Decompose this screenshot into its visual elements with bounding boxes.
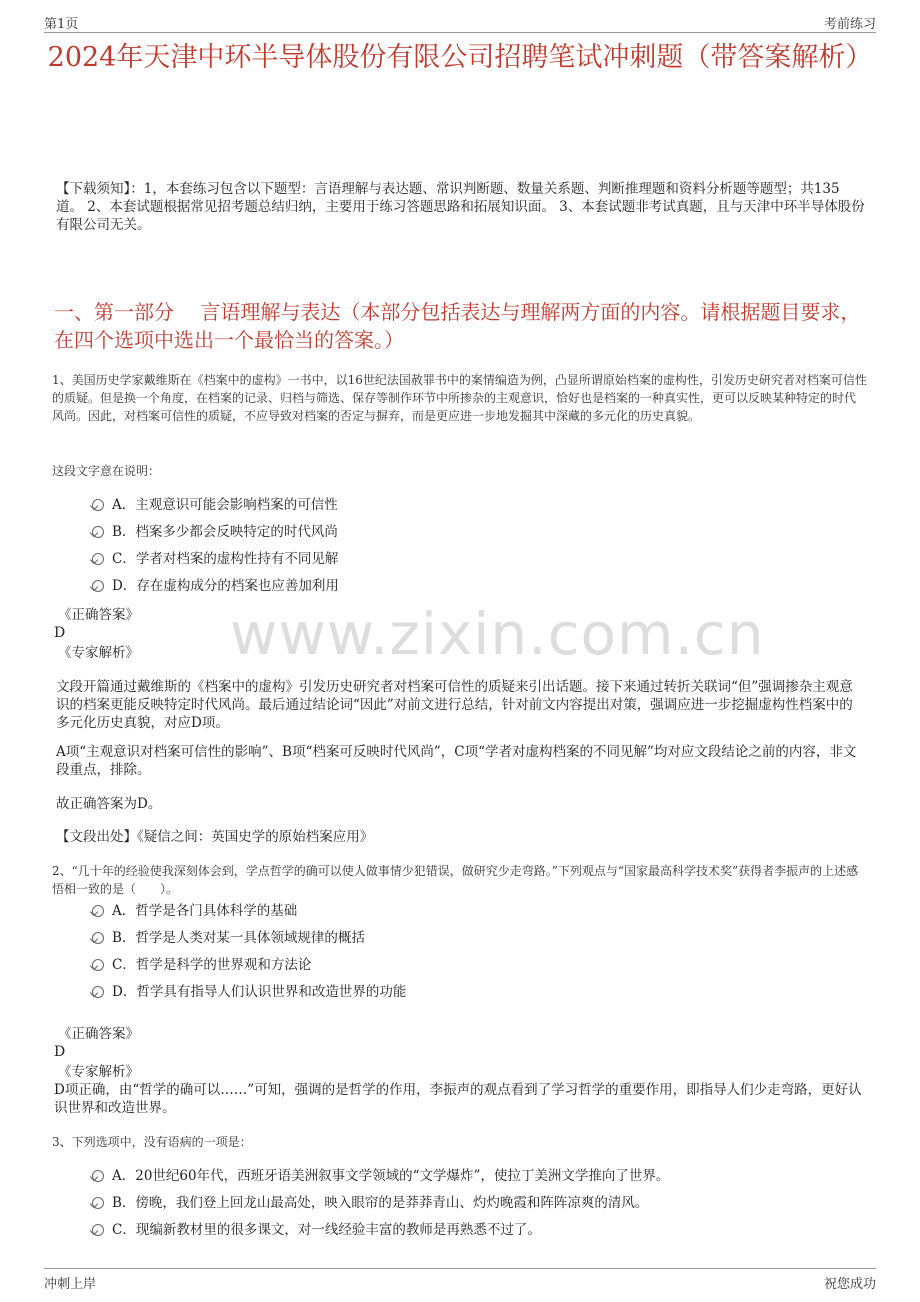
download-notice: 【下载须知】：1，本套练习包含以下题型：言语理解与表达题、常识判断题、数量关系题、判断推理题和资料分析题等题型；共135道。 2、本套试题根据常见招考题总结归纳，主要用于练习答题思路和拓展知识面。 3、本套试题非考试真题，且与天津中环半导体股份有限公司无关。 — [56, 181, 865, 233]
page-number: 第1页 — [44, 17, 79, 32]
radio-icon[interactable] — [92, 932, 104, 944]
question-1-analysis-1: 文段开篇通过戴维斯的《档案中的虚构》引发历史研究者对档案可信性的质疑来引出话题。接下来通过转折关联词“但”强调掺杂主观意识的档案更能反映特定时代风尚。最后通过结论词“因此”对前文进行总结，针对前文内容提出对策，强调应进一步挖掘虚构性档案中的多元化历史真貌，对应D项。 — [56, 679, 853, 731]
radio-icon[interactable] — [92, 986, 104, 998]
footer-left: 冲刺上岸 — [44, 1277, 97, 1292]
question-1-source: 【文段出处】《疑信之间：英国史学的原始档案应用》 — [56, 829, 374, 845]
radio-icon[interactable] — [92, 553, 104, 565]
question-1-analysis-label: 《专家解析》 — [58, 645, 139, 661]
footer-right: 祝您成功 — [823, 1277, 876, 1292]
radio-icon[interactable] — [92, 1170, 104, 1182]
radio-icon[interactable] — [92, 959, 104, 971]
question-3-option-c[interactable]: C．现编新教材里的很多课文，对一线经验丰富的教师是再熟悉不过了。 — [92, 1220, 541, 1240]
page-header — [44, 10, 876, 33]
question-2-option-d[interactable]: D．哲学具有指导人们认识世界和改造世界的功能 — [92, 982, 406, 1002]
question-1-answer: D — [54, 625, 66, 641]
question-2-analysis-label: 《专家解析》 — [58, 1064, 139, 1080]
question-1-text: 1、美国历史学家戴维斯在《档案中的虚构》一书中，以16世纪法国赦罪书中的案情编造为例，凸显所谓原始档案的虚构性，引发历史研究者对档案可信性的质疑。但是换一个角度，在档案的记录、归档与筛选、保存等制作环节中所掺杂的主观意识，恰好也是档案的一种真实性，更可以反映某种特定的时代风尚。因此，对档案可信性的质疑，不应导致对档案的否定与摒弃，而是更应进一步地发掘其中深藏的多元化的历史真貌。 — [52, 373, 867, 423]
question-1-option-a[interactable]: A．主观意识可能会影响档案的可信性 — [92, 495, 338, 515]
radio-icon[interactable] — [92, 1197, 104, 1209]
header-label: 考前练习 — [823, 17, 876, 32]
question-1-option-b[interactable]: B．档案多少都会反映特定的时代风尚 — [92, 522, 338, 542]
radio-icon[interactable] — [92, 499, 104, 511]
question-3-option-b[interactable]: B．傍晚，我们登上回龙山最高处，映入眼帘的是莽莽青山、灼灼晚霞和阵阵凉爽的清风。 — [92, 1193, 648, 1213]
radio-icon[interactable] — [92, 580, 104, 592]
document-title: 2024年天津中环半导体股份有限公司招聘笔试冲刺题（带答案解析） — [47, 42, 873, 73]
radio-icon[interactable] — [92, 526, 104, 538]
question-2-text: 2、“几十年的经验使我深刻体会到，学点哲学的确可以使人做事情少犯错误，做研究少走弯路。”下列观点与“国家最高科学技术奖”获得者李振声的上述感悟相一致的是（ ）。 — [52, 864, 859, 896]
question-1-analysis-2: A项“主观意识对档案可信性的影响”、B项“档案可反映时代风尚”，C项“学者对虚构档案的不同见解”均对应文段结论之前的内容，非文段重点，排除。 — [56, 744, 857, 778]
question-2-option-b[interactable]: B．哲学是人类对某一具体领域规律的概括 — [92, 928, 365, 948]
question-2-answer-label: 《正确答案》 — [58, 1026, 139, 1042]
question-3-option-a[interactable]: A．20世纪60年代，西班牙语美洲叙事文学领域的“文学爆炸”，使拉丁美洲文学推向了世界。 — [92, 1166, 669, 1186]
radio-icon[interactable] — [92, 905, 104, 917]
section-heading: 一、第一部分 言语理解与表达（本部分包括表达与理解两方面的内容。请根据题目要求，在四个选项中选出一个最恰当的答案。） — [54, 300, 861, 352]
question-3-text: 3、下列选项中，没有语病的一项是： — [52, 1135, 252, 1149]
watermark: www.zixin.com.cn — [230, 600, 765, 668]
question-1-option-d[interactable]: D．存在虚构成分的档案也应善加利用 — [92, 576, 339, 596]
question-2-option-c[interactable]: C．哲学是科学的世界观和方法论 — [92, 955, 311, 975]
question-1-answer-label: 《正确答案》 — [58, 607, 139, 623]
question-1-prompt: 这段文字意在说明： — [52, 464, 161, 478]
radio-icon[interactable] — [92, 1224, 104, 1236]
question-1-option-c[interactable]: C．学者对档案的虚构性持有不同见解 — [92, 549, 338, 569]
question-2-option-a[interactable]: A．哲学是各门具体科学的基础 — [92, 901, 297, 921]
page-footer — [44, 1268, 876, 1293]
question-2-analysis: D项正确，由“哲学的确可以……”可知，强调的是哲学的作用，李振声的观点看到了学习哲学的重要作用，即指导人们少走弯路，更好认识世界和改造世界。 — [54, 1082, 862, 1116]
question-2-answer: D — [54, 1044, 66, 1060]
question-1-analysis-3: 故正确答案为D。 — [56, 796, 162, 812]
